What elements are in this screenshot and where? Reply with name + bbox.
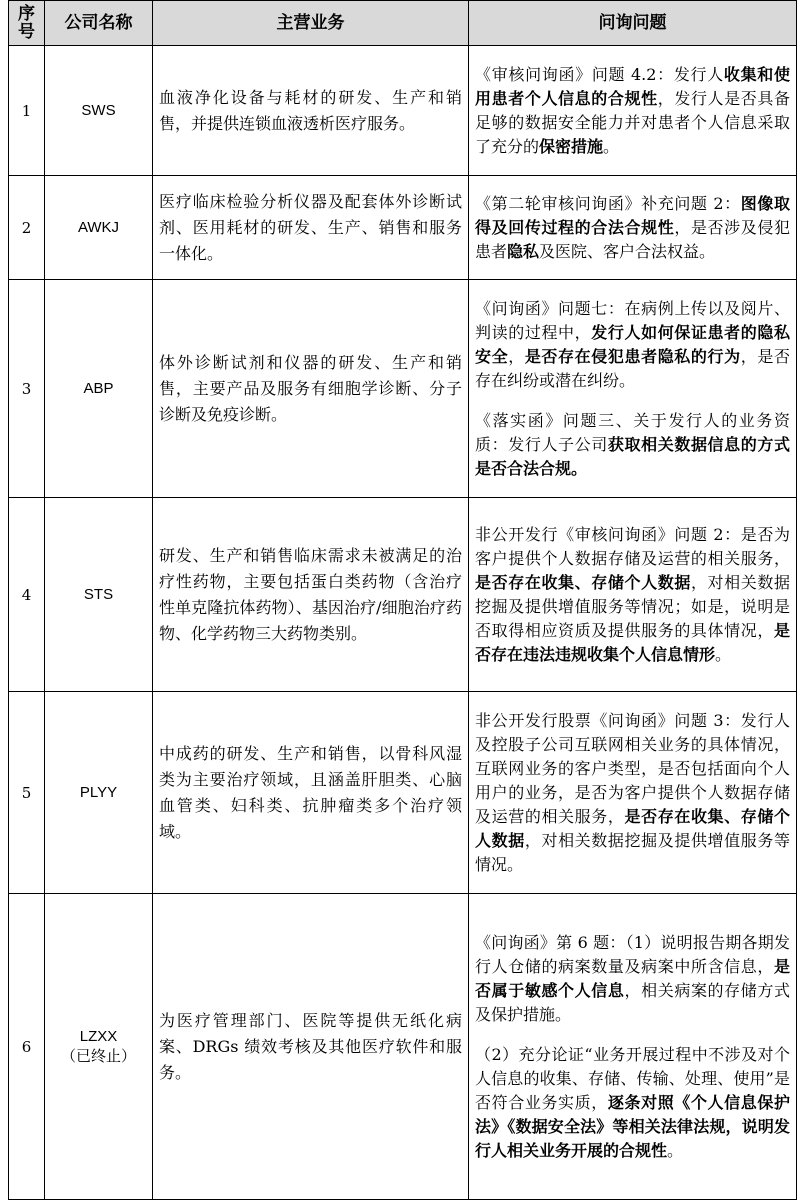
- company-name: AWKJ: [77, 219, 120, 236]
- header-inquiry: 问询问题: [469, 1, 797, 46]
- inquiry-bold-text: 获取相关数据信息的方式是否合法合规。: [475, 434, 790, 478]
- company-name-cell: [45, 280, 153, 498]
- company-name: PLYY: [79, 784, 118, 801]
- inquiry-paragraph: [475, 63, 790, 159]
- inquiry-bold-text: 图像取得及回传过程的合法合规性: [475, 193, 790, 237]
- company-name: LZXX: [79, 1027, 118, 1045]
- inquiry-text: ，是否存在纠纷或潜在纠纷。: [475, 346, 790, 390]
- header-company: 公司名称: [45, 1, 153, 46]
- inquiry-text: ，对相关数据挖掘及提供增值服务等情况。: [475, 830, 790, 874]
- row-index: 1: [9, 46, 45, 176]
- inquiry-cell: [469, 894, 797, 1200]
- inquiry-paragraph: [475, 1043, 790, 1163]
- inquiry-text: 。: [715, 644, 732, 664]
- inquiry-bold-text: 是否属于敏感个人信息: [475, 956, 790, 1000]
- row-index: 5: [9, 692, 45, 894]
- company-name: ABP: [83, 380, 114, 397]
- inquiry-cell: [469, 176, 797, 280]
- main-business-cell: 研发、生产和销售临床需求未被满足的治疗性药物，主要包括蛋白类药物（含治疗性单克隆抗体药物）、基因治疗/细胞治疗药物、化学药物三大药物类别。: [153, 498, 469, 692]
- inquiry-text: ，是否涉及侵犯患者: [475, 217, 790, 261]
- row-index: 3: [9, 280, 45, 498]
- company-name-cell: [45, 894, 153, 1200]
- company-name-cell: [45, 46, 153, 176]
- inquiry-paragraph: [475, 523, 790, 667]
- inquiry-text: 《落实函》问题三、关于发行人的业务资质：发行人子公司: [475, 410, 790, 454]
- row-index: 4: [9, 498, 45, 692]
- inquiry-text: 《第二轮审核问询函》补充问题 2：: [475, 193, 741, 213]
- inquiry-text: ，对相关数据挖掘及提供增值服务等情况；如是，说明是否取得相应资质及提供服务的具体情况，: [475, 572, 790, 640]
- inquiry-cell: [469, 280, 797, 498]
- header-row: [9, 1, 797, 46]
- table-row: [9, 894, 797, 1200]
- inquiry-bold-text: 逐条对照《个人信息保护法》《数据安全法》等相关法律法规，说明发行人相关业务开展的合规性: [475, 1092, 790, 1160]
- inquiry-text: 及医院、客户合法权益。: [539, 241, 716, 261]
- inquiry-paragraph: [475, 409, 790, 481]
- main-business-cell: 医疗临床检验分析仪器及配套体外诊断试剂、医用耗材的研发、生产、销售和服务一体化。: [153, 176, 469, 280]
- header-business: 主营业务: [153, 1, 469, 46]
- header-index: 序号: [9, 1, 45, 46]
- inquiry-text: 非公开发行股票《问询函》问题 3：发行人及控股子公司互联网相关业务的具体情况，互联网业务的客户类型，是否包括面向个人用户的业务，是否为客户提供个人数据存储及运营的相关服务，: [475, 710, 790, 826]
- inquiry-bold-text: 是否存在收集、存储个人数据: [475, 572, 691, 592]
- main-business-cell: 血液净化设备与耗材的研发、生产和销售，并提供连锁血液透析医疗服务。: [153, 46, 469, 176]
- inquiry-text: ，相关病案的存储方式及保护措施。: [475, 980, 790, 1024]
- row-index: 2: [9, 176, 45, 280]
- inquiry-cell: [469, 498, 797, 692]
- inquiry-text: 。: [603, 136, 620, 156]
- inquiry-text: ，发行人是否具备足够的数据安全能力并对患者个人信息采取了充分的: [475, 88, 790, 156]
- inquiry-paragraph: [475, 297, 790, 393]
- inquiry-bold-text: 收集和使用患者个人信息的合规性: [475, 64, 790, 108]
- company-name: SWS: [81, 102, 116, 119]
- inquiry-text: ，: [508, 346, 525, 366]
- inquiry-bold-text: 是否存在侵犯患者隐私的行为: [524, 346, 741, 366]
- table-row: [9, 692, 797, 894]
- inquiry-cell: [469, 692, 797, 894]
- inquiry-bold-text: 是否存在收集、存储个人数据: [475, 806, 790, 850]
- table-row: [9, 176, 797, 280]
- main-business-cell: 体外诊断试剂和仪器的研发、生产和销售，主要产品及服务有细胞学诊断、分子诊断及免疫诊断。: [153, 280, 469, 498]
- company-name-cell: [45, 692, 153, 894]
- inquiry-text: 非公开发行《审核问询函》问题 2：是否为客户提供个人数据存储及运营的相关服务，: [475, 524, 790, 568]
- inquiry-text: 《审核问询函》问题 4.2：发行人: [475, 64, 724, 84]
- inquiry-bold-text: 隐私: [507, 241, 540, 261]
- inquiry-bold-text: 发行人如何保证患者的隐私安全: [475, 322, 790, 366]
- table-row: [9, 498, 797, 692]
- inquiry-text: 。: [667, 1140, 684, 1160]
- inquiry-text: 《问询函》第 6 题：（1）说明报告期各期发行人仓储的病案数量及病案中所含信息，: [475, 932, 790, 976]
- inquiry-text: 《问询函》问题七：在病例上传以及阅片、判读的过程中，: [475, 298, 790, 342]
- company-name-cell: [45, 176, 153, 280]
- row-index: 6: [9, 894, 45, 1200]
- inquiry-paragraph: [475, 709, 790, 877]
- inquiry-cell: [469, 46, 797, 176]
- inquiry-bold-text: 保密措施: [539, 136, 604, 156]
- company-name-cell: [45, 498, 153, 692]
- main-business-cell: 为医疗管理部门、医院等提供无纸化病案、DRGs 绩效考核及其他医疗软件和服务。: [153, 894, 469, 1200]
- table-row: [9, 46, 797, 176]
- inquiry-table: [8, 0, 797, 1200]
- inquiry-paragraph: [475, 931, 790, 1027]
- inquiry-bold-text: 是否存在违法违规收集个人信息情形: [475, 620, 790, 664]
- main-business-cell: 中成药的研发、生产和销售，以骨科风湿类为主要治疗领域，且涵盖肝胆类、心脑血管类、妇科类、抗肿瘤类多个治疗领域。: [153, 692, 469, 894]
- inquiry-paragraph: [475, 192, 790, 264]
- inquiry-text: （2）充分论证“业务开展过程中不涉及对个人信息的收集、存储、传输、处理、使用”是否符合业务实质，: [475, 1044, 790, 1112]
- company-name: STS: [83, 586, 114, 603]
- company-status-note: （已终止）: [60, 1047, 136, 1065]
- table-row: [9, 280, 797, 498]
